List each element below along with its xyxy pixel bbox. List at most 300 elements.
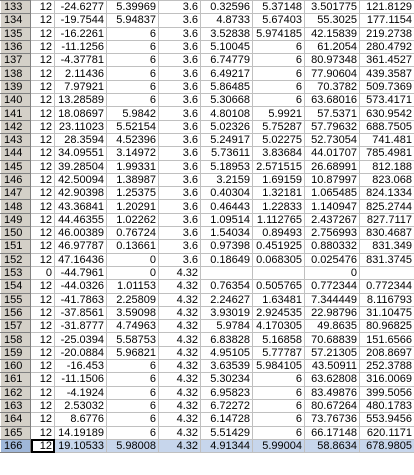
- cell-col-e[interactable]: 3.6: [159, 14, 201, 27]
- cell-col-e[interactable]: 4.32: [159, 386, 201, 399]
- cell-col-h[interactable]: 44.01707: [305, 147, 360, 160]
- cell-col-c[interactable]: -20.0884: [55, 346, 107, 359]
- cell-col-i[interactable]: 316.0069: [360, 373, 414, 386]
- cell-col-d[interactable]: 1.25375: [107, 187, 159, 200]
- cell-col-f[interactable]: 0.46443: [201, 200, 253, 213]
- cell-col-f[interactable]: 0.76354: [201, 280, 253, 293]
- cell-col-e[interactable]: 3.6: [159, 147, 201, 160]
- cell-col-e[interactable]: 3.6: [159, 253, 201, 266]
- cell-col-c[interactable]: 19.10533: [55, 439, 107, 452]
- cell-col-i[interactable]: 0.772344: [360, 280, 414, 293]
- cell-col-i[interactable]: 630.9542: [360, 107, 414, 120]
- row-header[interactable]: 143: [1, 133, 31, 146]
- cell-col-b[interactable]: 0: [31, 266, 55, 279]
- cell-col-c[interactable]: 42.50094: [55, 173, 107, 186]
- cell-col-h[interactable]: 1.140947: [305, 200, 360, 213]
- cell-col-g[interactable]: 6: [253, 80, 305, 93]
- cell-col-d[interactable]: 1.01153: [107, 280, 159, 293]
- row-header[interactable]: 133: [1, 1, 31, 14]
- cell-col-c[interactable]: -16.2261: [55, 27, 107, 40]
- cell-col-d[interactable]: 6: [107, 386, 159, 399]
- cell-col-f[interactable]: 3.93019: [201, 306, 253, 319]
- cell-col-g[interactable]: 6: [253, 67, 305, 80]
- cell-col-c[interactable]: 46.97787: [55, 240, 107, 253]
- cell-col-h[interactable]: 43.50911: [305, 360, 360, 373]
- cell-col-f[interactable]: 6.72272: [201, 399, 253, 412]
- cell-col-g[interactable]: 6: [253, 413, 305, 426]
- cell-col-h[interactable]: 61.2054: [305, 40, 360, 53]
- cell-col-b[interactable]: 12: [31, 439, 55, 452]
- row-header[interactable]: 151: [1, 240, 31, 253]
- cell-col-i[interactable]: 361.4527: [360, 54, 414, 67]
- cell-col-g[interactable]: 5.984105: [253, 360, 305, 373]
- cell-col-c[interactable]: -11.1506: [55, 373, 107, 386]
- cell-col-h[interactable]: 0.025476: [305, 253, 360, 266]
- cell-col-f[interactable]: 6.74779: [201, 54, 253, 67]
- cell-col-b[interactable]: 12: [31, 107, 55, 120]
- cell-col-e[interactable]: 3.6: [159, 160, 201, 173]
- cell-col-d[interactable]: 0: [107, 253, 159, 266]
- cell-col-h[interactable]: 10.87997: [305, 173, 360, 186]
- cell-col-c[interactable]: 28.3594: [55, 133, 107, 146]
- cell-col-h[interactable]: 77.90604: [305, 67, 360, 80]
- cell-col-b[interactable]: 12: [31, 54, 55, 67]
- row-header[interactable]: 138: [1, 67, 31, 80]
- cell-col-e[interactable]: 3.6: [159, 227, 201, 240]
- row-header[interactable]: 159: [1, 346, 31, 359]
- cell-col-d[interactable]: 3.14972: [107, 147, 159, 160]
- cell-col-b[interactable]: 12: [31, 413, 55, 426]
- cell-col-c[interactable]: -31.8777: [55, 320, 107, 333]
- cell-col-e[interactable]: 3.6: [159, 1, 201, 14]
- row-header[interactable]: 153: [1, 266, 31, 279]
- row-header[interactable]: 141: [1, 107, 31, 120]
- cell-col-c[interactable]: 8.6776: [55, 413, 107, 426]
- cell-col-d[interactable]: 4.52396: [107, 133, 159, 146]
- cell-col-g[interactable]: 1.112765: [253, 213, 305, 226]
- cell-col-b[interactable]: 12: [31, 426, 55, 439]
- row-header[interactable]: 148: [1, 200, 31, 213]
- cell-col-d[interactable]: 0.76724: [107, 227, 159, 240]
- cell-col-e[interactable]: 4.32: [159, 293, 201, 306]
- row-header[interactable]: 155: [1, 293, 31, 306]
- cell-col-d[interactable]: 5.96821: [107, 346, 159, 359]
- cell-col-c[interactable]: 34.09551: [55, 147, 107, 160]
- cell-col-i[interactable]: 830.4687: [360, 227, 414, 240]
- cell-col-h[interactable]: 2.756993: [305, 227, 360, 240]
- cell-col-c[interactable]: 47.16436: [55, 253, 107, 266]
- cell-col-e[interactable]: 3.6: [159, 67, 201, 80]
- cell-col-i[interactable]: 785.4981: [360, 147, 414, 160]
- cell-col-h[interactable]: 58.8634: [305, 439, 360, 452]
- cell-col-b[interactable]: 12: [31, 27, 55, 40]
- cell-col-g[interactable]: 5.16858: [253, 333, 305, 346]
- cell-col-f[interactable]: 3.52838: [201, 27, 253, 40]
- cell-col-i[interactable]: 399.5056: [360, 386, 414, 399]
- cell-col-c[interactable]: -44.7961: [55, 266, 107, 279]
- cell-col-d[interactable]: 5.39969: [107, 1, 159, 14]
- cell-col-f[interactable]: 0.40304: [201, 187, 253, 200]
- cell-col-h[interactable]: 1.065485: [305, 187, 360, 200]
- cell-col-b[interactable]: 12: [31, 173, 55, 186]
- cell-col-i[interactable]: 8.116793: [360, 293, 414, 306]
- cell-col-c[interactable]: -4.37781: [55, 54, 107, 67]
- cell-col-f[interactable]: 4.95105: [201, 346, 253, 359]
- cell-col-e[interactable]: 3.6: [159, 27, 201, 40]
- cell-col-h[interactable]: 83.49876: [305, 386, 360, 399]
- cell-col-b[interactable]: 12: [31, 120, 55, 133]
- cell-col-f[interactable]: 5.73611: [201, 147, 253, 160]
- cell-col-d[interactable]: 6: [107, 40, 159, 53]
- cell-col-g[interactable]: 3.83684: [253, 147, 305, 160]
- cell-col-d[interactable]: 1.02262: [107, 213, 159, 226]
- cell-col-c[interactable]: 46.00389: [55, 227, 107, 240]
- cell-col-b[interactable]: 12: [31, 373, 55, 386]
- cell-col-i[interactable]: 831.349: [360, 240, 414, 253]
- cell-col-f[interactable]: 5.30668: [201, 94, 253, 107]
- cell-col-g[interactable]: 1.32181: [253, 187, 305, 200]
- cell-col-i[interactable]: 509.7369: [360, 80, 414, 93]
- cell-col-i[interactable]: 812.188: [360, 160, 414, 173]
- cell-col-i[interactable]: 823.068: [360, 173, 414, 186]
- cell-col-c[interactable]: -25.0394: [55, 333, 107, 346]
- cell-col-d[interactable]: 5.9842: [107, 107, 159, 120]
- row-header[interactable]: 135: [1, 27, 31, 40]
- cell-col-h[interactable]: 80.67264: [305, 399, 360, 412]
- row-header[interactable]: 136: [1, 40, 31, 53]
- cell-col-i[interactable]: 280.4792: [360, 40, 414, 53]
- cell-col-h[interactable]: 42.15839: [305, 27, 360, 40]
- cell-col-d[interactable]: 6: [107, 67, 159, 80]
- cell-col-h[interactable]: 2.437267: [305, 213, 360, 226]
- cell-col-i[interactable]: 741.481: [360, 133, 414, 146]
- cell-col-e[interactable]: 3.6: [159, 94, 201, 107]
- cell-col-e[interactable]: 3.6: [159, 213, 201, 226]
- cell-col-d[interactable]: 6: [107, 360, 159, 373]
- cell-col-i[interactable]: 825.2744: [360, 200, 414, 213]
- cell-col-d[interactable]: 6: [107, 399, 159, 412]
- row-header[interactable]: 150: [1, 227, 31, 240]
- cell-col-f[interactable]: 4.80108: [201, 107, 253, 120]
- cell-col-d[interactable]: 1.38987: [107, 173, 159, 186]
- row-header[interactable]: 161: [1, 373, 31, 386]
- cell-col-i[interactable]: 620.1171: [360, 426, 414, 439]
- cell-col-g[interactable]: 5.9921: [253, 107, 305, 120]
- cell-col-i[interactable]: 151.6566: [360, 333, 414, 346]
- cell-col-h[interactable]: 22.98796: [305, 306, 360, 319]
- cell-col-g[interactable]: 2.924535: [253, 306, 305, 319]
- cell-col-e[interactable]: 4.32: [159, 399, 201, 412]
- cell-col-b[interactable]: 12: [31, 133, 55, 146]
- cell-col-c[interactable]: 2.53032: [55, 399, 107, 412]
- cell-col-i[interactable]: 80.96825: [360, 320, 414, 333]
- cell-col-h[interactable]: 57.5371: [305, 107, 360, 120]
- cell-col-f[interactable]: [201, 266, 253, 279]
- cell-col-b[interactable]: 12: [31, 94, 55, 107]
- row-header[interactable]: 144: [1, 147, 31, 160]
- cell-col-g[interactable]: 5.75287: [253, 120, 305, 133]
- row-header[interactable]: 156: [1, 306, 31, 319]
- cell-col-i[interactable]: 252.3788: [360, 360, 414, 373]
- cell-col-b[interactable]: 12: [31, 280, 55, 293]
- cell-col-h[interactable]: 0.880332: [305, 240, 360, 253]
- cell-col-c[interactable]: 7.97921: [55, 80, 107, 93]
- cell-col-f[interactable]: 1.09514: [201, 213, 253, 226]
- cell-col-g[interactable]: 0.89493: [253, 227, 305, 240]
- row-header[interactable]: 162: [1, 386, 31, 399]
- cell-col-b[interactable]: 12: [31, 306, 55, 319]
- cell-col-b[interactable]: 12: [31, 320, 55, 333]
- cell-col-e[interactable]: 3.6: [159, 187, 201, 200]
- cell-col-e[interactable]: 4.32: [159, 413, 201, 426]
- cell-col-b[interactable]: 12: [31, 67, 55, 80]
- cell-col-i[interactable]: 480.1783: [360, 399, 414, 412]
- cell-col-i[interactable]: 31.10475: [360, 306, 414, 319]
- cell-col-e[interactable]: 4.32: [159, 373, 201, 386]
- cell-col-b[interactable]: 12: [31, 399, 55, 412]
- cell-col-c[interactable]: -16.453: [55, 360, 107, 373]
- cell-col-f[interactable]: 1.54034: [201, 227, 253, 240]
- cell-col-b[interactable]: 12: [31, 40, 55, 53]
- cell-col-i[interactable]: [360, 266, 414, 279]
- cell-col-d[interactable]: 2.25809: [107, 293, 159, 306]
- cell-col-d[interactable]: 5.98008: [107, 439, 159, 452]
- cell-col-g[interactable]: 1.22833: [253, 200, 305, 213]
- row-header[interactable]: 137: [1, 54, 31, 67]
- cell-col-f[interactable]: 5.02326: [201, 120, 253, 133]
- cell-col-d[interactable]: 5.94837: [107, 14, 159, 27]
- cell-col-f[interactable]: 4.8733: [201, 14, 253, 27]
- cell-col-e[interactable]: 3.6: [159, 54, 201, 67]
- cell-col-d[interactable]: 4.74963: [107, 320, 159, 333]
- cell-col-i[interactable]: 831.3745: [360, 253, 414, 266]
- cell-col-g[interactable]: 5.974185: [253, 27, 305, 40]
- cell-col-e[interactable]: 4.32: [159, 333, 201, 346]
- cell-col-g[interactable]: [253, 266, 305, 279]
- cell-col-f[interactable]: 6.49217: [201, 67, 253, 80]
- row-header[interactable]: 157: [1, 320, 31, 333]
- cell-col-f[interactable]: 6.83828: [201, 333, 253, 346]
- cell-col-b[interactable]: 12: [31, 213, 55, 226]
- cell-col-b[interactable]: 12: [31, 360, 55, 373]
- cell-col-e[interactable]: 4.32: [159, 266, 201, 279]
- cell-col-d[interactable]: 0.13661: [107, 240, 159, 253]
- cell-col-i[interactable]: 827.7117: [360, 213, 414, 226]
- cell-col-g[interactable]: 5.99004: [253, 439, 305, 452]
- cell-col-f[interactable]: 0.18649: [201, 253, 253, 266]
- cell-col-c[interactable]: 14.19189: [55, 426, 107, 439]
- cell-col-f[interactable]: 4.91344: [201, 439, 253, 452]
- cell-col-h[interactable]: 49.8635: [305, 320, 360, 333]
- cell-col-f[interactable]: 5.10045: [201, 40, 253, 53]
- cell-col-e[interactable]: 3.6: [159, 120, 201, 133]
- cell-col-g[interactable]: 6: [253, 54, 305, 67]
- cell-col-b[interactable]: 12: [31, 240, 55, 253]
- cell-col-h[interactable]: 26.68991: [305, 160, 360, 173]
- cell-col-c[interactable]: -11.1256: [55, 40, 107, 53]
- row-header[interactable]: 147: [1, 187, 31, 200]
- row-header[interactable]: 163: [1, 399, 31, 412]
- cell-col-h[interactable]: 52.73054: [305, 133, 360, 146]
- cell-col-g[interactable]: 5.67403: [253, 14, 305, 27]
- cell-col-f[interactable]: 5.24917: [201, 133, 253, 146]
- cell-col-e[interactable]: 4.32: [159, 426, 201, 439]
- cell-col-g[interactable]: 6: [253, 399, 305, 412]
- cell-col-f[interactable]: 6.14728: [201, 413, 253, 426]
- row-header[interactable]: 158: [1, 333, 31, 346]
- row-header[interactable]: 134: [1, 14, 31, 27]
- cell-col-d[interactable]: 5.52154: [107, 120, 159, 133]
- cell-col-d[interactable]: 6: [107, 413, 159, 426]
- cell-col-h[interactable]: 0.772344: [305, 280, 360, 293]
- cell-col-h[interactable]: 70.68839: [305, 333, 360, 346]
- cell-col-f[interactable]: 0.97398: [201, 240, 253, 253]
- cell-col-c[interactable]: 23.11023: [55, 120, 107, 133]
- cell-col-c[interactable]: 18.08697: [55, 107, 107, 120]
- cell-col-b[interactable]: 12: [31, 80, 55, 93]
- cell-col-g[interactable]: 5.02275: [253, 133, 305, 146]
- cell-col-c[interactable]: -24.6277: [55, 1, 107, 14]
- cell-col-h[interactable]: 73.76736: [305, 413, 360, 426]
- cell-col-g[interactable]: 6: [253, 386, 305, 399]
- cell-col-c[interactable]: 43.36841: [55, 200, 107, 213]
- cell-col-d[interactable]: 1.99331: [107, 160, 159, 173]
- cell-col-g[interactable]: 6: [253, 426, 305, 439]
- cell-col-g[interactable]: 0.068305: [253, 253, 305, 266]
- cell-col-h[interactable]: 66.17148: [305, 426, 360, 439]
- cell-col-h[interactable]: 57.79632: [305, 120, 360, 133]
- cell-col-d[interactable]: 5.58753: [107, 333, 159, 346]
- cell-col-f[interactable]: 5.30234: [201, 373, 253, 386]
- cell-col-e[interactable]: 3.6: [159, 173, 201, 186]
- cell-col-f[interactable]: 0.32596: [201, 1, 253, 14]
- row-header[interactable]: 152: [1, 253, 31, 266]
- cell-col-b[interactable]: 12: [31, 200, 55, 213]
- cell-col-c[interactable]: -44.0326: [55, 280, 107, 293]
- cell-col-e[interactable]: 3.6: [159, 80, 201, 93]
- row-header[interactable]: 146: [1, 173, 31, 186]
- cell-col-e[interactable]: 4.32: [159, 439, 201, 452]
- cell-col-i[interactable]: 573.4171: [360, 94, 414, 107]
- cell-col-c[interactable]: 13.28589: [55, 94, 107, 107]
- cell-col-i[interactable]: 553.9456: [360, 413, 414, 426]
- cell-col-b[interactable]: 12: [31, 346, 55, 359]
- cell-col-f[interactable]: 5.51429: [201, 426, 253, 439]
- cell-col-e[interactable]: 4.32: [159, 280, 201, 293]
- cell-col-b[interactable]: 12: [31, 227, 55, 240]
- row-header[interactable]: 149: [1, 213, 31, 226]
- cell-col-d[interactable]: 6: [107, 54, 159, 67]
- row-header[interactable]: 165: [1, 426, 31, 439]
- row-header[interactable]: 164: [1, 413, 31, 426]
- cell-col-c[interactable]: -37.8561: [55, 306, 107, 319]
- cell-col-f[interactable]: 2.24627: [201, 293, 253, 306]
- cell-col-e[interactable]: 3.6: [159, 107, 201, 120]
- cell-col-c[interactable]: -41.7863: [55, 293, 107, 306]
- cell-col-g[interactable]: 6: [253, 94, 305, 107]
- cell-col-e[interactable]: 4.32: [159, 320, 201, 333]
- cell-col-i[interactable]: 688.7505: [360, 120, 414, 133]
- cell-col-h[interactable]: 3.501775: [305, 1, 360, 14]
- cell-col-b[interactable]: 12: [31, 187, 55, 200]
- cell-col-d[interactable]: 6: [107, 80, 159, 93]
- cell-col-d[interactable]: 0: [107, 266, 159, 279]
- cell-col-g[interactable]: 0.451925: [253, 240, 305, 253]
- cell-col-c[interactable]: 39.28504: [55, 160, 107, 173]
- cell-col-c[interactable]: -4.1924: [55, 386, 107, 399]
- cell-col-e[interactable]: 3.6: [159, 200, 201, 213]
- cell-col-b[interactable]: 12: [31, 253, 55, 266]
- cell-col-c[interactable]: 42.90398: [55, 187, 107, 200]
- cell-col-h[interactable]: 80.97348: [305, 54, 360, 67]
- row-header[interactable]: 139: [1, 80, 31, 93]
- cell-col-c[interactable]: -19.7544: [55, 14, 107, 27]
- cell-col-h[interactable]: 70.3782: [305, 80, 360, 93]
- cell-col-e[interactable]: 4.32: [159, 360, 201, 373]
- cell-col-d[interactable]: 6: [107, 27, 159, 40]
- cell-col-i[interactable]: 439.3587: [360, 67, 414, 80]
- cell-col-g[interactable]: 1.69159: [253, 173, 305, 186]
- cell-col-h[interactable]: 7.344449: [305, 293, 360, 306]
- cell-col-b[interactable]: 12: [31, 147, 55, 160]
- cell-col-f[interactable]: 5.86485: [201, 80, 253, 93]
- cell-col-d[interactable]: 6: [107, 426, 159, 439]
- cell-col-e[interactable]: 3.6: [159, 133, 201, 146]
- row-header[interactable]: 160: [1, 360, 31, 373]
- cell-col-i[interactable]: 824.1334: [360, 187, 414, 200]
- cell-col-b[interactable]: 12: [31, 333, 55, 346]
- cell-col-f[interactable]: 3.63539: [201, 360, 253, 373]
- cell-col-i[interactable]: 219.2738: [360, 27, 414, 40]
- cell-col-b[interactable]: 12: [31, 160, 55, 173]
- cell-col-h[interactable]: 55.3025: [305, 14, 360, 27]
- cell-col-d[interactable]: 6: [107, 94, 159, 107]
- cell-col-g[interactable]: 0.505765: [253, 280, 305, 293]
- cell-col-f[interactable]: 5.9784: [201, 320, 253, 333]
- row-header[interactable]: 166: [1, 439, 31, 452]
- cell-col-c[interactable]: 2.11436: [55, 67, 107, 80]
- cell-col-d[interactable]: 6: [107, 373, 159, 386]
- row-header[interactable]: 154: [1, 280, 31, 293]
- cell-col-g[interactable]: 1.63481: [253, 293, 305, 306]
- cell-col-h[interactable]: 0: [305, 266, 360, 279]
- cell-col-e[interactable]: 4.32: [159, 306, 201, 319]
- cell-col-c[interactable]: 44.46355: [55, 213, 107, 226]
- cell-col-g[interactable]: 4.170305: [253, 320, 305, 333]
- cell-col-e[interactable]: 4.32: [159, 346, 201, 359]
- cell-col-b[interactable]: 12: [31, 386, 55, 399]
- cell-col-f[interactable]: 3.2159: [201, 173, 253, 186]
- cell-col-h[interactable]: 63.62808: [305, 373, 360, 386]
- row-header[interactable]: 140: [1, 94, 31, 107]
- cell-col-g[interactable]: 2.571515: [253, 160, 305, 173]
- cell-col-f[interactable]: 5.18953: [201, 160, 253, 173]
- cell-col-i[interactable]: 121.8129: [360, 1, 414, 14]
- cell-col-g[interactable]: 5.77787: [253, 346, 305, 359]
- cell-col-g[interactable]: 6: [253, 373, 305, 386]
- cell-col-g[interactable]: 6: [253, 40, 305, 53]
- cell-col-h[interactable]: 57.21305: [305, 346, 360, 359]
- cell-col-b[interactable]: 12: [31, 1, 55, 14]
- row-header[interactable]: 142: [1, 120, 31, 133]
- cell-col-d[interactable]: 1.20291: [107, 200, 159, 213]
- row-header[interactable]: 145: [1, 160, 31, 173]
- cell-col-h[interactable]: 63.68016: [305, 94, 360, 107]
- cell-col-f[interactable]: 6.95823: [201, 386, 253, 399]
- cell-col-d[interactable]: 3.59098: [107, 306, 159, 319]
- cell-col-g[interactable]: 5.37148: [253, 1, 305, 14]
- cell-col-i[interactable]: 177.1154: [360, 14, 414, 27]
